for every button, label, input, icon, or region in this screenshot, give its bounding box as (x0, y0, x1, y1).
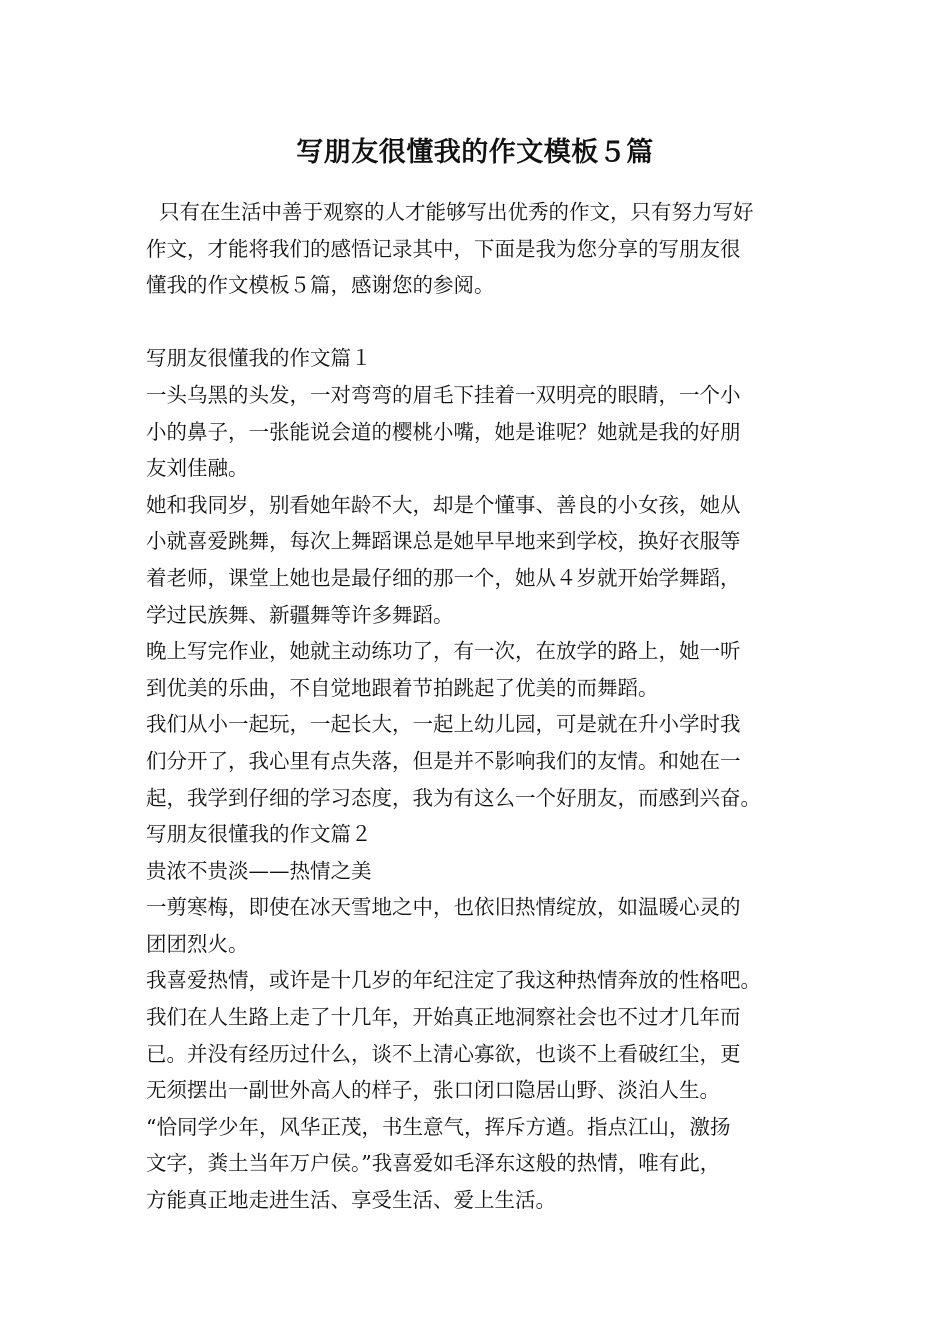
text-line: 我们从小一起玩，一起长大，一起上幼儿园，可是就在升小学时我 (146, 712, 741, 737)
document-body (146, 194, 812, 1219)
text-line: 小就喜爱跳舞，每次上舞蹈课总是她早早地来到学校，换好衣服等 (146, 529, 741, 554)
text-line: 一头乌黑的头发，一对弯弯的眉毛下挂着一双明亮的眼睛，一个小 (146, 382, 741, 407)
text-line: 晚上写完作业，她就主动练功了，有一次，在放学的路上，她一听 (146, 639, 741, 664)
text-line: 懂我的作文模板５篇，感谢您的参阅。 (146, 273, 495, 298)
text-line: 写朋友很懂我的作文篇２ (146, 822, 372, 847)
text-line: 无须摆出一副世外高人的样子，张口闭口隐居山野、淡泊人生。 (146, 1078, 720, 1103)
text-line: 一剪寒梅，即使在冰天雪地之中，也依旧热情绽放，如温暖心灵的 (146, 895, 741, 920)
text-line: 文字，粪土当年万户侯。”我喜爱如毛泽东这般的热情，唯有此， (146, 1151, 721, 1176)
text-line: 们分开了，我心里有点失落，但是并不影响我们的友情。和她在一 (146, 748, 741, 773)
text-line: 学过民族舞、新疆舞等许多舞蹈。 (146, 602, 454, 627)
text-line: 起，我学到仔细的学习态度，我为有这么一个好朋友，而感到兴奋。 (146, 785, 761, 810)
text-line: 已。并没有经历过什么，谈不上清心寡欲，也谈不上看破红尘，更 (146, 1041, 741, 1066)
text-line: 写朋友很懂我的作文篇１ (146, 346, 372, 371)
text-line: 方能真正地走进生活、享受生活、爱上生活。 (146, 1188, 556, 1213)
text-line: 着老师，课堂上她也是最仔细的那一个，她从４岁就开始学舞蹈， (146, 565, 741, 590)
text-line: 我们在人生路上走了十几年，开始真正地洞察社会也不过才几年而 (146, 1005, 741, 1030)
text-line: 我喜爱热情，或许是十几岁的年纪注定了我这种热情奔放的性格吧。 (146, 968, 761, 993)
text-line: 小的鼻子，一张能说会道的樱桃小嘴，她是谁呢？她就是我的好朋 (146, 419, 741, 444)
text-line: “恰同学少年，风华正茂，书生意气，挥斥方遒。指点江山，激扬 (146, 1114, 731, 1139)
text-line: 只有在生活中善于观察的人才能够写出优秀的作文，只有努力写好 (146, 200, 754, 224)
text-line: 到优美的乐曲，不自觉地跟着节拍跳起了优美的而舞蹈。 (146, 675, 659, 700)
text-line: 团团烈火。 (146, 931, 249, 956)
text-line: 作文，才能将我们的感悟记录其中，下面是我为您分享的写朋友很 (146, 236, 741, 261)
text-line: 贵浓不贵淡——热情之美 (146, 858, 372, 883)
text-line: 友刘佳融。 (146, 456, 249, 481)
paragraph-spacer (146, 304, 812, 341)
text-line: 她和我同岁，别看她年龄不大，却是个懂事、善良的小女孩，她从 (146, 492, 741, 517)
document-title: 写朋友很懂我的作文模板５篇 (296, 137, 654, 168)
